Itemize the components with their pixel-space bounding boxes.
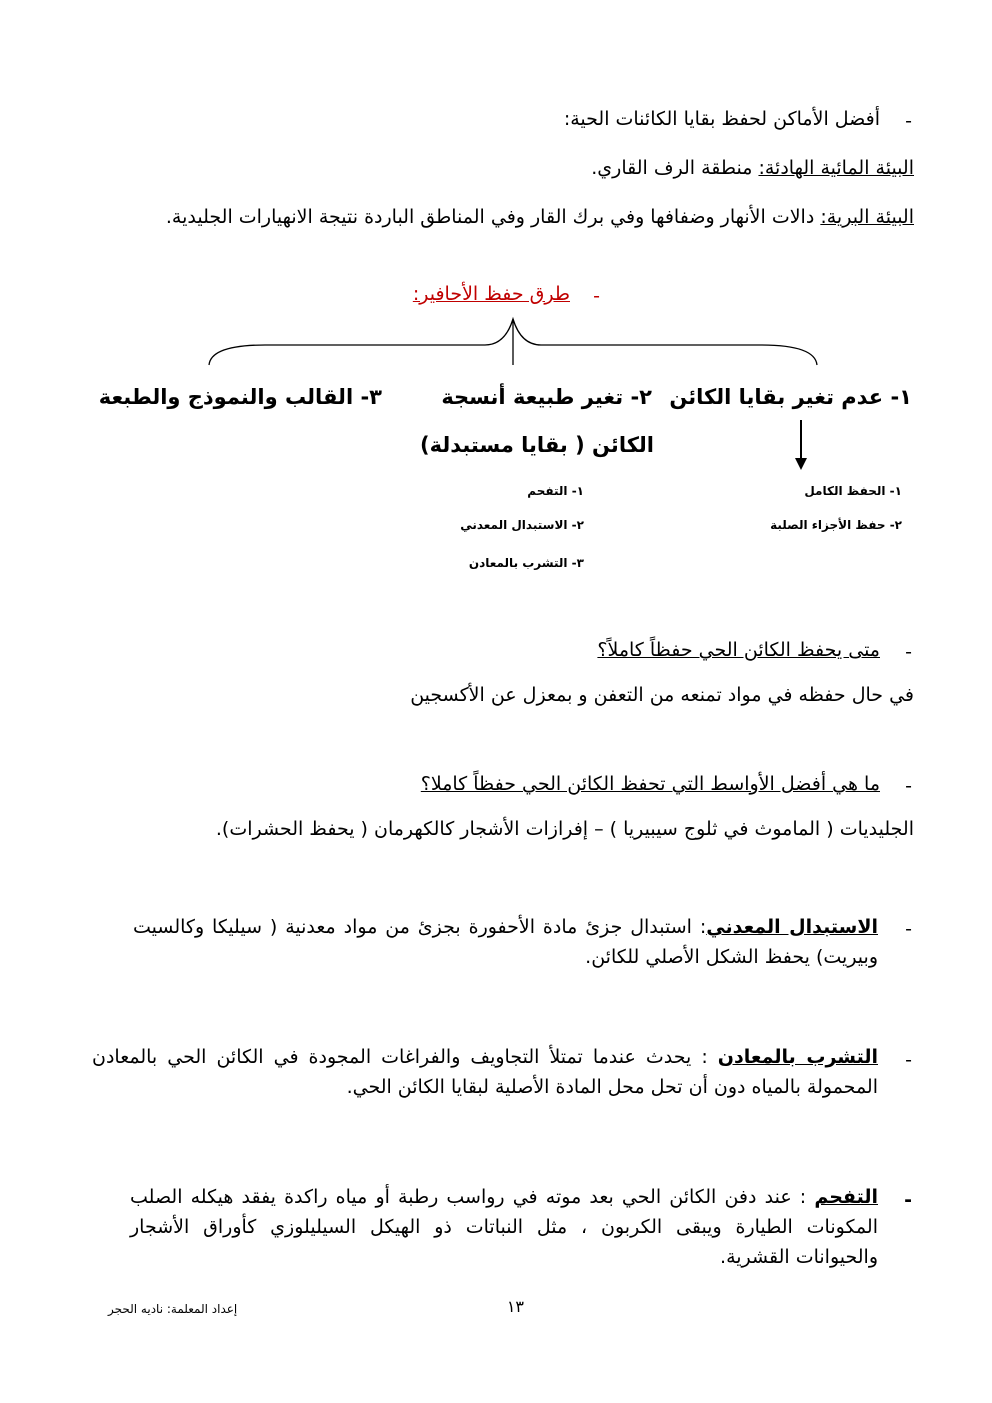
bullet-dash: - <box>905 1049 912 1071</box>
q1-answer: في حال حفظه في مواد تمنعه من التعفن و بمعزل عن الأكسجين <box>410 684 914 706</box>
branch2-title-line1: ٢- تغير طبيعة أنسجة <box>441 385 652 409</box>
methods-heading: طرق حفظ الأحافير: <box>412 283 570 305</box>
branch2-item-2: ٢- الاستبدال المعدني <box>460 518 584 532</box>
land-paragraph <box>164 202 914 232</box>
land-text: دالات الأنهار وضفافها وفي برك القار وفي المناطق الباردة نتيجة الانهيارات الجليدية. <box>165 206 821 228</box>
definition-term: التفحم <box>814 1186 878 1208</box>
brace-diagram <box>205 315 825 367</box>
author-credit: إعداد المعلمة: ناديه الحجر <box>108 1302 238 1316</box>
definition-term: التشرب بالمعادن <box>717 1046 878 1068</box>
branch1-item-1: ١- الحفظ الكامل <box>804 484 902 498</box>
definition-text: : استبدال جزئ مادة الأحفورة بجزئ من مواد معدنية ( سيليكا وكالسيت وبيريت) يحفظ الشكل الأصلي للكائن. <box>133 916 878 968</box>
definition-carbonization <box>130 1182 878 1272</box>
methods-dash: - <box>593 285 600 307</box>
aquatic-label: البيئة المائية الهادئة: <box>758 157 914 179</box>
branch2-item-1: ١- التفحم <box>527 484 584 498</box>
bullet-dash: - <box>905 918 912 940</box>
best-places-heading: أفضل الأماكن لحفظ بقايا الكائنات الحية: <box>563 108 880 130</box>
definition-term: الاستبدال المعدني <box>706 916 878 938</box>
aquatic-line <box>591 157 914 179</box>
q2-answer: الجليديات ( الماموث في ثلوج سيبيريا ) – إفرازات الأشجار كالكهرمان ( يحفظ الحشرات). <box>215 818 914 840</box>
page-number: ١٣ <box>506 1297 524 1316</box>
aquatic-text: منطقة الرف القاري. <box>591 157 759 179</box>
branch2-title-line2: الكائن ( بقايا مستبدلة) <box>419 433 654 457</box>
branch3-title: ٣- القالب والنموذج والطبعة <box>98 385 382 409</box>
down-arrow-icon <box>792 420 810 472</box>
bullet-dash: - <box>905 641 912 663</box>
branch1-title: ١- عدم تغير بقايا الكائن <box>669 385 912 409</box>
q2-question: ما هي أفضل الأواسط التي تحفظ الكائن الحي حفظاً كاملا؟ <box>420 773 880 795</box>
q1-question: متى يحفظ الكائن الحي حفظاً كاملاً؟ <box>597 639 880 661</box>
bullet-dash: - <box>905 110 912 132</box>
definition-text: : يحدث عندما تمتلأ التجاويف والفراغات المجودة في الكائن الحي بالمعادن المحمولة بالمياه دون أن تحل محل المادة الأصلية لبقايا الكائن الحي. <box>92 1046 878 1098</box>
branch2-item-3: ٣- التشرب بالمعادن <box>468 556 584 570</box>
branch1-item-2: ٢- حفظ الأجزاء الصلبة <box>770 518 902 532</box>
definition-mineral-replacement <box>133 912 878 972</box>
definition-permineralization <box>92 1042 878 1102</box>
bullet-dash: - <box>905 775 912 797</box>
definition-text: : عند دفن الكائن الحي بعد موته في رواسب رطبة أو مياه راكدة يفقد هيكله الصلب المكونات الطيارة ويبقى الكربون ، مثل النباتات ذو الهيكل السيليلوزي كأوراق الأشجار والحيوانات القشرية. <box>130 1186 878 1268</box>
bullet-dash: - <box>904 1189 912 1211</box>
land-label: البيئة البرية: <box>820 206 914 228</box>
